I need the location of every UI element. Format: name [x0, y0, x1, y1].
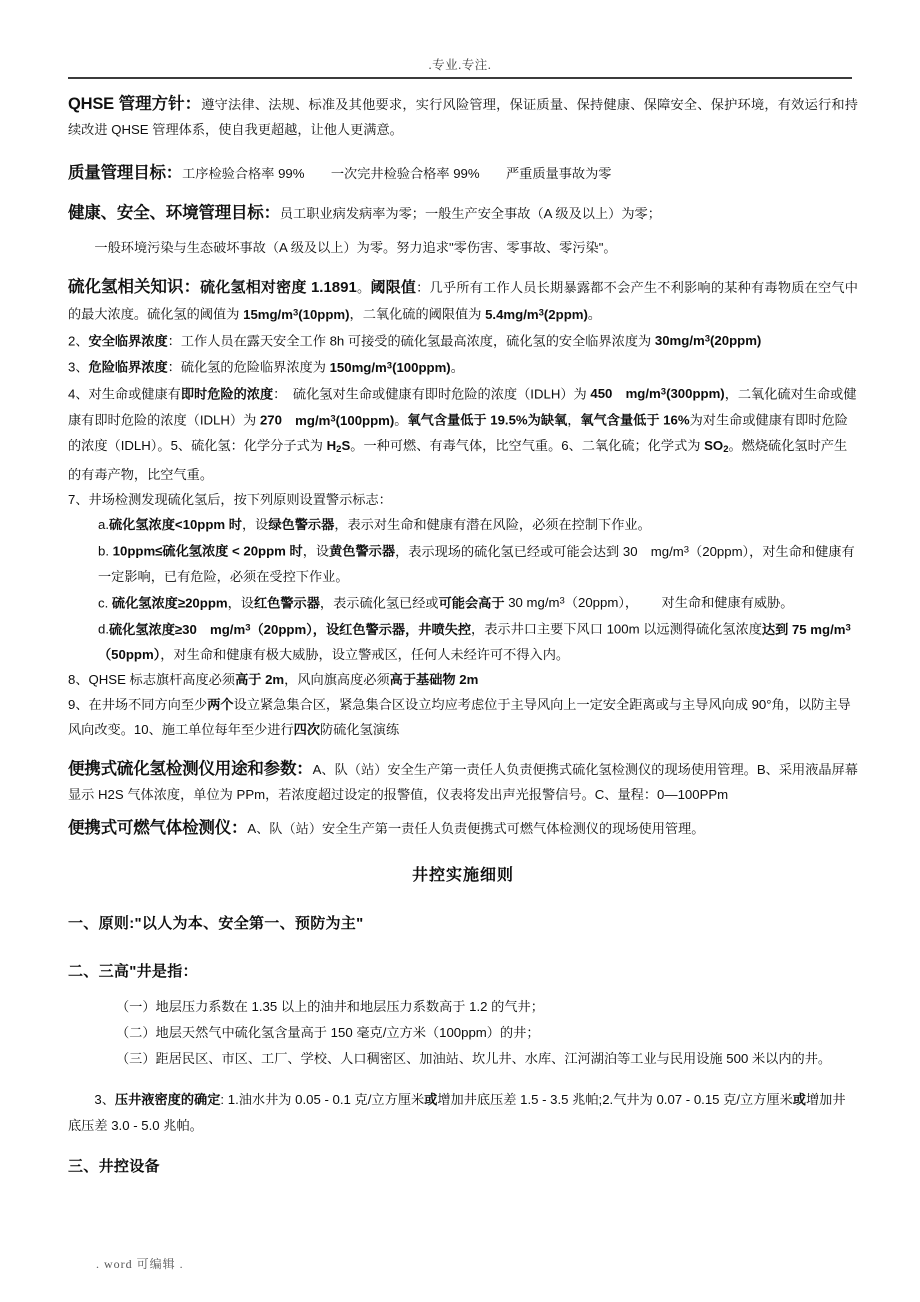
item-3-body: ：硫化氢的危险临界浓度为 — [167, 359, 330, 375]
header-divider — [68, 77, 852, 79]
paragraph-item-7c — [68, 589, 858, 616]
assembly-area-count: 两个 — [207, 696, 234, 712]
item-4-body6: 。一种可燃、有毒气体，比空气重。6、二氧化硫；化学式为 — [350, 438, 705, 454]
item-2-value: $30mg/m^3(20ppm)$ — [654, 333, 762, 349]
item-7c-mid: ，设 — [227, 595, 254, 611]
paragraph-item-7d — [68, 615, 858, 667]
hse-goal-label: 健康、安全、环境管理目标： — [68, 204, 280, 222]
windflag-height-value: 高于基础物 2m — [389, 671, 479, 687]
qhse-policy-label: QHSE 管理方针： — [68, 95, 202, 113]
spacer — [68, 889, 858, 911]
h2s-after-lead: 。 — [356, 280, 371, 295]
paragraph-item-7: 7、井场检测发现硫化氢后，按下列原则设置警示标志： — [68, 492, 392, 508]
green-warning-device: 绿色警示器 — [268, 517, 335, 533]
item-7d-condition: 硫化氢浓度≥30 $mg/m^3(20ppm)$，设红色警示器，井喷失控 — [109, 621, 472, 637]
spacer — [68, 841, 858, 863]
item-4-number: 4、 — [68, 386, 89, 402]
quality-goal-body: 工序检验合格率 99% 一次完井检验合格率 99% 严重质量事故为零 — [182, 166, 612, 181]
item-7d-prefix: d. — [98, 621, 109, 637]
spacer — [68, 152, 858, 161]
item-2-body: ：工作人员在露天安全工作 8h 可接受的硫化氢最高浓度，硫化氢的安全临界浓度为 — [167, 333, 655, 349]
spacer — [68, 186, 858, 201]
h2s-knowledge-body1: ：几乎所有工作人员长期暴露都不会产生不利影响的某种有毒物质在空气中的最大浓度。硫化氢的阈值为 — [68, 280, 858, 322]
hse-goal-body: 员工职业病发病率为零；一般生产安全事故（A 级及以上）为零； — [279, 206, 661, 221]
paragraph-item-4 — [68, 380, 858, 487]
heading-well-control-equipment: 三、井控设备 — [68, 1157, 160, 1175]
red-warning-device: 红色警示器 — [253, 595, 320, 611]
page-footer — [68, 1255, 858, 1272]
paragraph-kill-fluid-density — [68, 1087, 858, 1139]
item-7b-body: ，表示现场的硫化氢已经或可能会达到 30 $mg/m^3(20ppm)$，对生命和健康有一定影响，已有危险，必须在受控下作业。 — [98, 543, 855, 584]
item-7c-emphasis: 可能会高于 — [438, 595, 505, 611]
item-7b-condition: 10ppm≤硫化氢浓度 < 20ppm 时 — [112, 543, 303, 559]
paragraph-h2s-detector — [68, 757, 858, 807]
item-7d-body1: ，表示井口主要下风口 100m 以远测得硫化氢浓度 — [471, 621, 762, 637]
three-high-item: （三）距居民区、市区、工厂、学校、人口稠密区、加油站、坎儿井、水库、江河湖泊等工业与民用设施 500 米以内的井。 — [116, 1050, 832, 1066]
drill-frequency: 四次 — [293, 721, 321, 737]
density-body2: 增加井底压差 1.5 - 3.5 兆帕;2.气井为 0.07 - 0.15 克/立方厘米 — [437, 1091, 793, 1107]
density-body3: 增加井底压差 3.0 - 5.0 兆帕。 — [68, 1091, 846, 1133]
paragraph-item-7b — [68, 537, 858, 589]
item-4-body2: ，二氧化硫对生命或健康有即时危险的浓度（IDLH）为 — [68, 386, 857, 429]
item-4-body5: 为对生命或健康有即时危险的浓度（IDLH）。5、硫化氢：化学分子式为 — [68, 413, 848, 454]
oxygen-deficiency-threshold: 氧气含量低于 19.5% — [407, 413, 528, 429]
spacer — [68, 937, 858, 959]
h2s-detector-label: 便携式硫化氢检测仪用途和参数： — [68, 759, 313, 778]
paragraph-h2s-knowledge — [68, 275, 858, 327]
density-prefix: 3、 — [94, 1091, 115, 1107]
item-4-body4: ， — [567, 413, 581, 429]
item-4-body3: 。 — [394, 413, 408, 429]
paragraph-hse-goal — [68, 201, 858, 226]
gas-detector-label: 便携式可燃气体检测仪： — [68, 818, 248, 837]
page-header — [68, 58, 852, 79]
qhse-policy-body: 遵守法律、法规、标准及其他要求，实行风险管理，保证质量、保持健康、保障安全、保护环境，有效运行和持续改进 QHSE 管理体系，使自我更超越，让他人更满意。 — [68, 97, 858, 137]
spacer — [68, 742, 858, 757]
quality-goal-label: 质量管理目标： — [68, 164, 183, 182]
three-high-item: （一）地层压力系数在 1.35 以上的油井和地层压力系数高于 1.2 的气井； — [116, 998, 544, 1014]
item-7c-condition: 硫化氢浓度≥20ppm — [111, 595, 228, 611]
spacer — [68, 226, 858, 235]
item-7a-body: ，表示对生命和健康有潜在风险，必须在控制下作业。 — [334, 517, 651, 533]
item-8-body2: ，风向旗高度必须 — [284, 671, 390, 687]
h2s-threshold-value: $15mg/m^3(10ppm)$ — [243, 306, 350, 322]
item-3-number: 3、 — [68, 359, 89, 375]
item-7a-prefix: a. — [98, 517, 109, 533]
idlh-h2s-value: 450 $mg/m^3(300ppm)$ — [590, 386, 725, 402]
item-4-pre: 对生命或健康有 — [88, 386, 181, 402]
paragraph-quality-goal — [68, 161, 858, 186]
item-4-body7: 。燃烧硫化氢时产生的有毒产物，比空气重。 — [68, 438, 848, 483]
density-body1: : 1.油水井为 0.05 - 0.1 克/立方厘米 — [220, 1091, 425, 1107]
spacer — [68, 807, 858, 816]
h2s-formula: $H_2S$ — [326, 438, 351, 456]
so2-threshold-value: $5.4mg/m^3(2ppm)$ — [485, 306, 588, 322]
item-9-body3: 防硫化氢演练 — [320, 721, 400, 737]
heading-three-high-wells: 二、三高"井是指： — [68, 962, 198, 980]
three-high-item: （二）地层天然气中硫化氢含量高于 150 毫克/立方米（100ppm）的井； — [116, 1024, 540, 1040]
paragraph-item-2 — [68, 327, 858, 354]
item-7b-prefix: b. — [98, 543, 113, 559]
h2s-knowledge-body3: 。 — [587, 306, 602, 322]
section-title-well-control: 井控实施细则 — [411, 866, 514, 884]
paragraph-gas-detector — [68, 816, 858, 841]
item-7a-mid: ，设 — [242, 517, 269, 533]
item-7d-emphasis: 达到 75 $mg/m^3(50ppm)$ — [98, 621, 851, 662]
idlh-so2-value: 270 — [259, 413, 282, 429]
item-4-body1: ： 硫化氢对生命或健康有即时危险的浓度（IDLH）为 — [273, 386, 591, 402]
header-watermark-text: .专业.专注. — [428, 58, 492, 72]
spacer — [68, 1072, 858, 1087]
item-8-body1: 8、QHSE 标志旗杆高度必须 — [68, 671, 236, 687]
footer-text: . word 可编辑 . — [96, 1257, 184, 1271]
item-7c-prefix: c. — [98, 595, 112, 611]
oxygen-idlh-threshold: 氧气含量低于 16% — [580, 413, 690, 429]
threshold-limit-label: 阈限值 — [370, 279, 417, 296]
density-or-1: 或 — [424, 1091, 438, 1107]
item-3-label: 危险临界浓度 — [88, 359, 168, 375]
h2s-detector-body: A、队（站）安全生产第一责任人负责便携式硫化氢检测仪的现场使用管理。B、采用液晶屏幕显示 H2S 气体浓度，单位为 PPm，若浓度超过设定的报警值，仪表将发出声光报警信号。C、量程：0—100PPm — [68, 761, 858, 802]
spacer — [68, 260, 858, 275]
item-7c-body2: 30 $mg/m^3(20ppm)$， 对生命和健康有威胁。 — [504, 595, 794, 611]
heading-principle: 一、原则:"以人为本、安全第一、预防为主" — [68, 914, 364, 932]
gas-detector-body: A、队（站）安全生产第一责任人负责便携式可燃气体检测仪的现场使用管理。 — [247, 820, 705, 836]
item-9-body1: 9、在井场不同方向至少 — [68, 696, 208, 712]
spacer — [68, 1139, 858, 1154]
item-4-label: 即时危险的浓度 — [180, 386, 274, 402]
spacer — [68, 985, 858, 994]
density-label: 压井液密度的确定 — [114, 1091, 221, 1107]
item-2-number: 2、 — [68, 333, 89, 349]
item-2-label: 安全临界浓度 — [88, 333, 168, 349]
item-3-value: $150mg/m^3(100ppm)$ — [329, 359, 451, 375]
so2-formula: $SO_2$ — [704, 438, 729, 456]
flagpole-height-value: 高于 2m — [235, 671, 285, 687]
paragraph-item-7a — [68, 512, 858, 537]
item-9-body2: 设立紧急集合区，紧急集合区设立均应考虑位于主导风向上一定安全距离或与主导风向成 90°角，以防主导风向改变。10、施工单位每年至少进行 — [68, 696, 851, 737]
paragraph-item-3 — [68, 353, 858, 380]
h2s-relative-density: 硫化氢相对密度 1.1891 — [200, 279, 357, 296]
yellow-warning-device: 黄色警示器 — [329, 543, 396, 559]
density-or-2: 或 — [792, 1091, 806, 1107]
paragraph-qhse-policy — [68, 92, 858, 142]
paragraph-item-9 — [68, 692, 858, 742]
oxygen-deficiency-term: 为缺氧 — [527, 413, 568, 429]
idlh-so2-unit: $mg/m^3(100ppm)$ — [281, 413, 395, 429]
paragraph-hse-goal-line2: 一般环境污染与生态破坏事故（A 级及以上）为零。努力追求"零伤害、零事故、零污染"。 — [94, 240, 617, 255]
item-7d-body2: ，对生命和健康有极大威胁，设立警戒区，任何人未经许可不得入内。 — [160, 646, 570, 662]
item-7a-condition: 硫化氢浓度<10ppm 时 — [109, 517, 242, 533]
h2s-knowledge-label: 硫化氢相关知识： — [68, 278, 201, 296]
item-3-tail: 。 — [450, 359, 464, 375]
item-7c-body1: ，表示硫化氢已经或 — [319, 595, 439, 611]
item-7b-mid: ，设 — [302, 543, 330, 559]
paragraph-item-8 — [68, 667, 858, 692]
document-body — [68, 92, 858, 1180]
h2s-knowledge-body2: ，二氧化硫的阈限值为 — [349, 306, 486, 322]
